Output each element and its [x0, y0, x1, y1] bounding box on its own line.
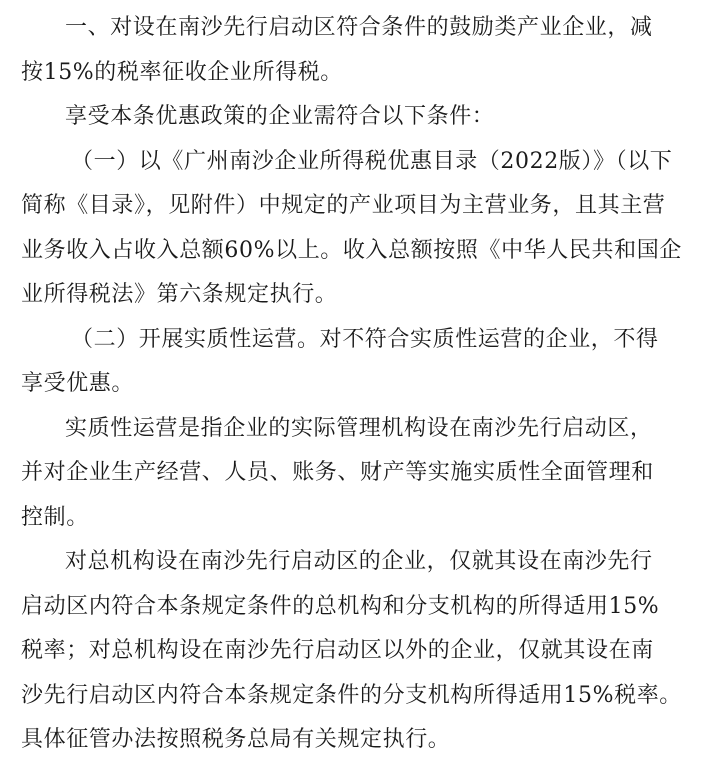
text-line: 并对企业生产经营、人员、账务、财产等实施实质性全面管理和 — [21, 460, 654, 485]
text-line: 控制。 — [21, 504, 89, 530]
text-line: （一）以《广州南沙企业所得税优惠目录（2022版）》（以下 — [71, 148, 673, 174]
text-line: 具体征管办法按照税务总局有关规定执行。 — [21, 727, 451, 752]
document-body — [21, 6, 691, 763]
text-line: （二）开展实质性运营。对不符合实质性运营的企业，不得 — [71, 326, 659, 352]
text-line: 一、对设在南沙先行启动区符合条件的鼓励类产业企业，减 — [65, 15, 653, 40]
text-line: 按15%的税率征收企业所得税。 — [21, 59, 343, 85]
paragraph-4 — [21, 318, 691, 407]
paragraph-2 — [21, 95, 691, 140]
paragraph-3 — [21, 140, 691, 318]
text-line: 简称《目录》，见附件）中规定的产业项目为主营业务，且其主营 — [21, 193, 666, 218]
text-line: 享受优惠。 — [21, 371, 135, 396]
text-line: 税率；对总机构设在南沙先行启动区以外的企业，仅就其设在南 — [21, 638, 654, 663]
paragraph-6 — [21, 540, 691, 763]
text-line: 享受本条优惠政策的企业需符合以下条件： — [65, 104, 495, 129]
paragraph-1 — [21, 6, 691, 95]
paragraph-5 — [21, 407, 691, 541]
text-line: 沙先行启动区内符合本条规定条件的分支机构所得适用15%税率。 — [21, 682, 682, 708]
text-line: 业务收入占收入总额60%以上。收入总额按照《中华人民共和国企 — [21, 237, 682, 263]
text-line: 业所得税法》第六条规定执行。 — [21, 282, 338, 307]
text-line: 对总机构设在南沙先行启动区的企业，仅就其设在南沙先行 — [65, 549, 653, 574]
text-line: 实质性运营是指企业的实际管理机构设在南沙先行启动区， — [65, 415, 653, 441]
text-line: 启动区内符合本条规定条件的总机构和分支机构的所得适用15% — [21, 593, 660, 619]
